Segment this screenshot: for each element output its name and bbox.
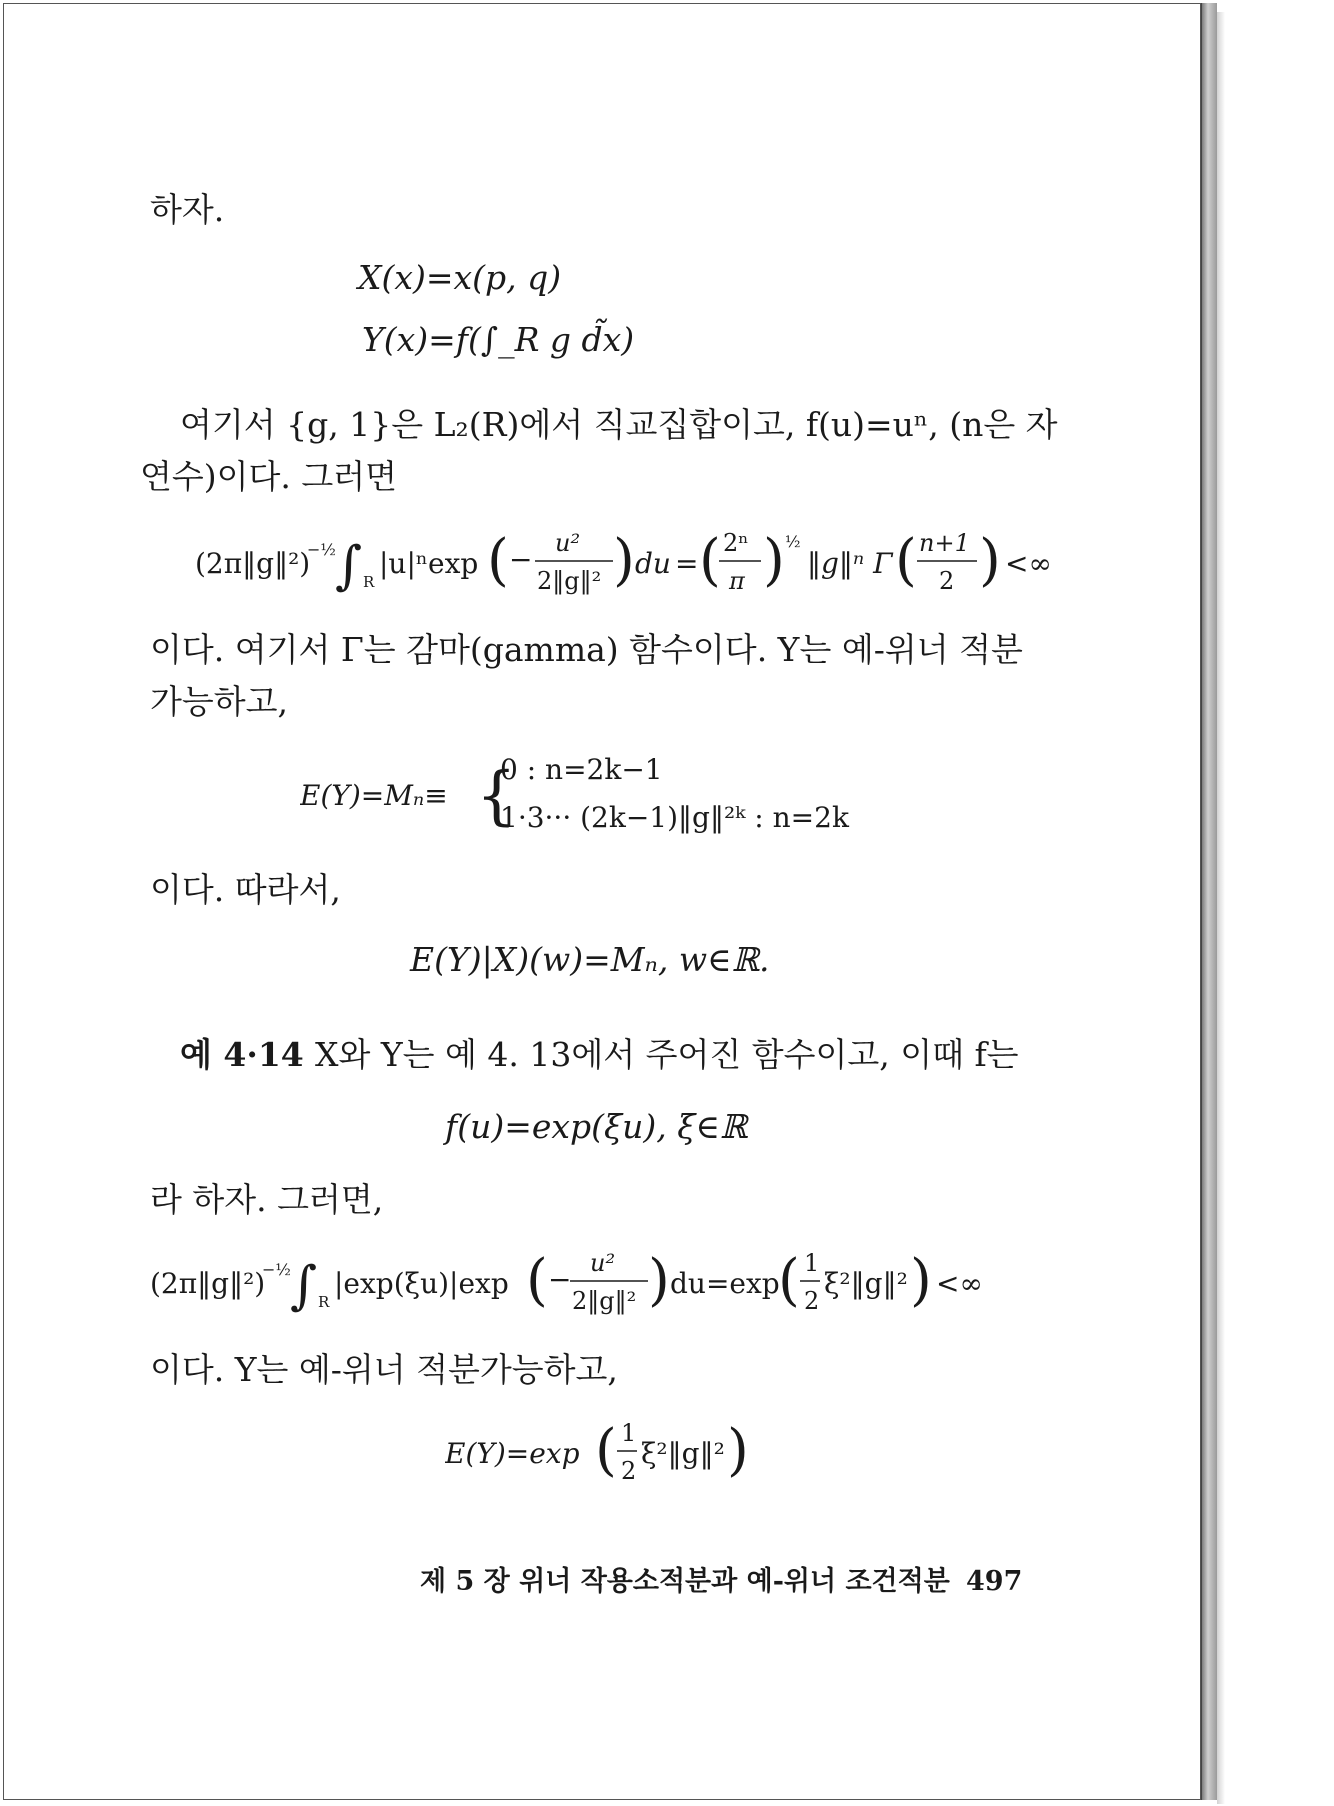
eq1-integrand: |u|ⁿexp bbox=[379, 547, 479, 580]
equation-conditional: E(Y)|X)(w)=Mₙ, w∈ℝ. bbox=[410, 940, 770, 979]
text-line-natural-number: 연수)이다. 그러면 bbox=[140, 457, 397, 496]
page-stack-edge bbox=[1201, 3, 1217, 1800]
equation-f-exp: f(u)=exp(ξu), ξ∈ℝ bbox=[445, 1107, 748, 1146]
denominator-2g: 2‖g‖² bbox=[572, 1287, 637, 1315]
equals: = bbox=[675, 547, 699, 580]
equation-expectation-exp bbox=[445, 1415, 785, 1495]
eq3-integrand: |exp(ξu)|exp bbox=[334, 1267, 509, 1300]
denominator-2c: 2 bbox=[621, 1457, 637, 1485]
minus-sign-2: − bbox=[548, 1263, 572, 1296]
left-paren-6: ( bbox=[595, 1418, 617, 1483]
eq1-prefix: (2π‖g‖²) bbox=[195, 547, 311, 580]
right-paren-5: ) bbox=[910, 1248, 932, 1313]
left-paren-3: ( bbox=[895, 528, 917, 593]
text-line-hajja: 하자. bbox=[150, 190, 225, 229]
eq3-xi: ξ²‖g‖² bbox=[824, 1267, 908, 1300]
numerator-u2-2: u² bbox=[590, 1249, 616, 1277]
right-paren-2: ) bbox=[763, 528, 785, 593]
eq4-lhs: E(Y)=exp bbox=[445, 1437, 580, 1470]
eq1-exponent: −½ bbox=[307, 540, 336, 559]
page-shadow bbox=[1217, 12, 1225, 1804]
numerator-1b: 1 bbox=[621, 1419, 637, 1447]
text-line-ttaraseo: 이다. 따라서, bbox=[150, 870, 341, 909]
equation-Y: Y(x)=f(∫_R g d̃x) bbox=[362, 320, 635, 359]
text-line-integrable-2: 이다. Y는 예-위너 적분가능하고, bbox=[150, 1350, 618, 1389]
footer-chapter: 제 5 장 위너 작용소적분과 예-위너 조건적분 bbox=[420, 1566, 950, 1597]
text-line-gamma: 이다. 여기서 Γ는 감마(gamma) 함수이다. Y는 예-위너 적분 bbox=[150, 630, 1023, 669]
text-line-raha: 라 하자. 그러면, bbox=[150, 1180, 384, 1219]
example-label: 예 4·14 bbox=[180, 1035, 304, 1074]
text-line-orthogonal: 여기서 {g, 1}은 L₂(R)에서 직교집합이고, f(u)=uⁿ, (n은 자 bbox=[180, 405, 1058, 444]
left-paren-2: ( bbox=[699, 528, 721, 593]
eq3-rhs: du=exp bbox=[670, 1267, 780, 1300]
denominator-2: 2 bbox=[939, 567, 955, 595]
left-paren-4: ( bbox=[526, 1248, 548, 1313]
equation-X: X(x)=x(p, q) bbox=[358, 258, 562, 297]
minus-sign: − bbox=[509, 543, 533, 576]
half-exponent: ½ bbox=[785, 532, 801, 551]
right-paren-6: ) bbox=[727, 1418, 749, 1483]
numerator-2n: 2ⁿ bbox=[723, 529, 749, 557]
numerator-u2: u² bbox=[555, 529, 581, 557]
text-line-integrable: 가능하고, bbox=[150, 682, 289, 721]
case-even: 1·3··· (2k−1)‖g‖²ᵏ : n=2k bbox=[500, 801, 849, 834]
page-number: 497 bbox=[966, 1566, 1023, 1597]
equation-exp-integral bbox=[150, 1245, 1010, 1325]
case-odd: 0 : n=2k−1 bbox=[500, 753, 663, 786]
eq1-du: du bbox=[635, 547, 671, 580]
right-paren-4: ) bbox=[648, 1248, 670, 1313]
example-text: X와 Y는 예 4. 13에서 주어진 함수이고, 이때 f는 bbox=[315, 1035, 1019, 1074]
eq3-infinity: <∞ bbox=[936, 1267, 983, 1300]
eq1-infinity: <∞ bbox=[1005, 547, 1052, 580]
left-paren: ( bbox=[487, 528, 509, 593]
denominator-2b: 2 bbox=[804, 1287, 820, 1315]
eq1-gamma: ‖g‖ⁿ Γ bbox=[807, 547, 893, 580]
left-paren-5: ( bbox=[778, 1248, 800, 1313]
integral-domain: R bbox=[363, 573, 375, 591]
eq3-exponent: −½ bbox=[262, 1260, 291, 1279]
integral-sign-2: ∫ bbox=[290, 1256, 318, 1316]
eq4-xi: ξ²‖g‖² bbox=[641, 1437, 725, 1470]
eq2-lhs: E(Y)=Mₙ≡ bbox=[300, 779, 448, 812]
integral-domain-2: R bbox=[318, 1293, 330, 1311]
equation-expectation-cases bbox=[300, 745, 900, 845]
right-paren-3: ) bbox=[979, 528, 1001, 593]
denominator-pi: π bbox=[729, 567, 745, 595]
equation-moment-integral bbox=[195, 525, 1075, 605]
brace: { bbox=[476, 759, 517, 833]
integral-sign: ∫ bbox=[335, 536, 363, 596]
numerator-1: 1 bbox=[804, 1249, 820, 1277]
right-paren: ) bbox=[613, 528, 635, 593]
numerator-n1: n+1 bbox=[919, 529, 970, 557]
eq3-prefix: (2π‖g‖²) bbox=[150, 1267, 266, 1300]
denominator: 2‖g‖² bbox=[537, 567, 602, 595]
